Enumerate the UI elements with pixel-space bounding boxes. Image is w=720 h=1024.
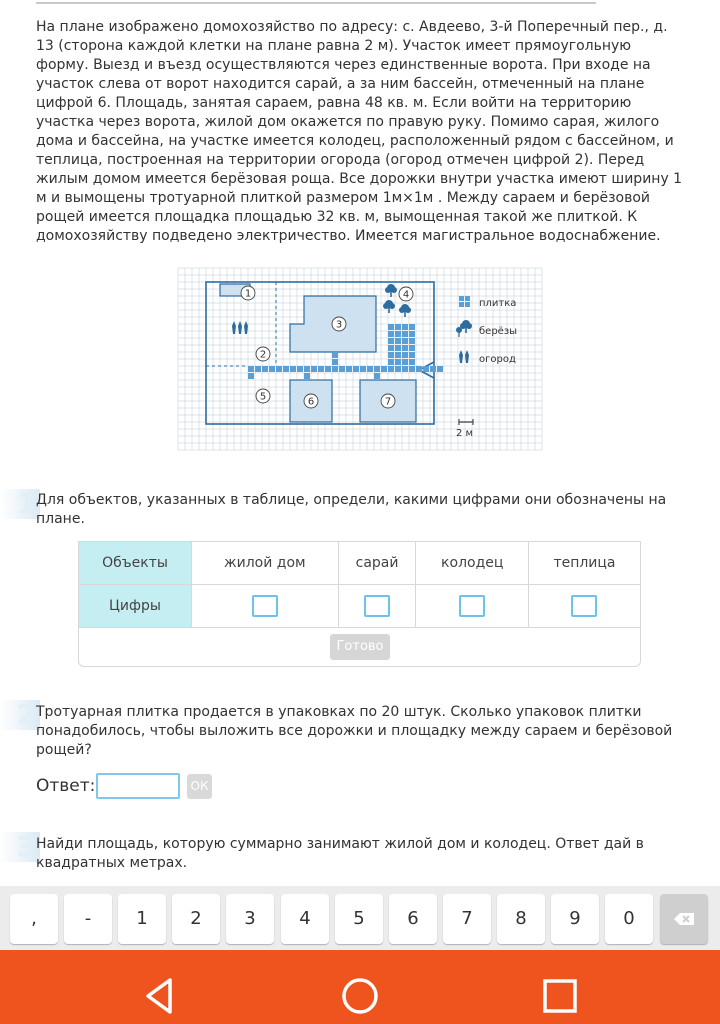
tile: [353, 366, 359, 372]
system-navigation-bar: [0, 950, 720, 1024]
tile: [395, 359, 401, 365]
problem-text: На плане изображено домохозяйство по адресу: с. Авдеево, 3-й Поперечный пер., д. 13 (сторона каждой клетки на плане равна 2 м). Участок имеет прямоугольную форму. Выезд и въезд осуществляются через единственные ворота. При входе на участок слева от ворот находится сарай, а за ним бассейн, отмеченный на плане цифрой 6. Площадь, занятая сараем, равна 48 кв. м. Если войти на территорию участка через ворота, жилой дом окажется по правую руку. Помимо сарая, жилого дома и бассейна, на участке имеется колодец, расположенный рядом с бассейном, и теплица, построенная на территории огорода (огород отмечен цифрой 2). Перед жилым домом имеется берёзовая роща. Все дорожки внутри участка имеют ширину 1 м и вымощены тротуарной плиткой размером 1м×1м . Между сараем и берёзовой рощей имеется площадка площадью 32 кв. м, вымощенная такой же плиткой. К домохозяйству подведено электричество. Имеется магистральное водоснабжение.: [36, 19, 683, 244]
tile: [346, 366, 352, 372]
plan-number-7: [381, 394, 395, 408]
tile: [283, 366, 289, 372]
answer-box-greenhouse[interactable]: [571, 595, 597, 617]
plan-number-3: [332, 317, 346, 331]
tile: [409, 352, 415, 358]
tile: [395, 338, 401, 344]
ready-button[interactable]: Готово: [330, 634, 390, 660]
recent-apps-icon[interactable]: [540, 976, 580, 1016]
svg-text:5: 5: [259, 391, 267, 403]
plan-number-1: [241, 286, 255, 300]
tile: [402, 366, 408, 372]
tile: [437, 366, 443, 372]
key-2[interactable]: 2: [172, 894, 220, 944]
tile: [339, 366, 345, 372]
tile: [297, 366, 303, 372]
table-header-objects: Объекты: [79, 542, 192, 585]
tile: [409, 359, 415, 365]
tile: [395, 352, 401, 358]
plan-number-4: [399, 287, 413, 301]
tile: [395, 331, 401, 337]
tile: [409, 366, 415, 372]
tile: [262, 366, 268, 372]
tile: [402, 345, 408, 351]
table-col-shed: сарай: [338, 542, 416, 585]
tile: [388, 331, 394, 337]
svg-text:6: 6: [307, 396, 315, 408]
tile: [269, 366, 275, 372]
tile: [388, 338, 394, 344]
task3-question: Найди площадь, которую суммарно занимают жилой дом и колодец. Ответ дай в квадратных метрах.: [36, 836, 644, 871]
task1-question: Для объектов, указанных в таблице, определи, какими цифрами они обозначены на плане.: [36, 492, 667, 527]
tile: [381, 366, 387, 372]
tile: [332, 359, 338, 365]
tile: [430, 366, 436, 372]
table-col-greenhouse: теплица: [528, 542, 640, 585]
tile: [402, 359, 408, 365]
tile: [290, 366, 296, 372]
answer-input[interactable]: [96, 773, 180, 799]
key-5[interactable]: 5: [335, 894, 383, 944]
tile: [409, 338, 415, 344]
objects-table: [78, 541, 641, 628]
tile: [409, 345, 415, 351]
key-4[interactable]: 4: [281, 894, 329, 944]
tile: [325, 366, 331, 372]
key-8[interactable]: 8: [497, 894, 545, 944]
answer-box-shed[interactable]: [364, 595, 390, 617]
plan-number-6: [304, 394, 318, 408]
tile: [388, 366, 394, 372]
previous-text-cutoff: [36, 0, 596, 6]
tile: [388, 345, 394, 351]
task-number-2: 2: [0, 700, 40, 730]
tile: [255, 366, 261, 372]
tile: [388, 352, 394, 358]
plan-number-5: [256, 389, 270, 403]
tile: [402, 324, 408, 330]
backspace-icon: [660, 894, 708, 944]
tile: [360, 366, 366, 372]
tile: [402, 331, 408, 337]
tile: [423, 366, 429, 372]
numeric-keyboard: [0, 886, 720, 950]
tile: [388, 324, 394, 330]
scale-label: 2 м: [456, 428, 474, 439]
plan-garden-plants: [232, 321, 248, 334]
legend-birch-icon: [456, 320, 472, 337]
table-header-digits: Цифры: [79, 585, 192, 628]
table-col-house: жилой дом: [192, 542, 339, 585]
tile: [402, 338, 408, 344]
svg-text:2: 2: [259, 349, 267, 361]
answer-box-house[interactable]: [252, 595, 278, 617]
tile: [318, 366, 324, 372]
site-plan: [176, 266, 544, 452]
back-icon[interactable]: [140, 976, 180, 1016]
task-number-1: 1: [0, 489, 40, 519]
ok-button[interactable]: ОК: [187, 774, 212, 799]
tile: [409, 324, 415, 330]
plan-number-2: [256, 347, 270, 361]
task2-question: Тротуарная плитка продается в упаковках по 20 штук. Сколько упаковок плитки понадобилось, чтобы выложить все дорожки и площадку между сараем и берёзовой рощей?: [36, 704, 673, 758]
tile: [374, 373, 380, 379]
key-1[interactable]: 1: [118, 894, 166, 944]
svg-text:4: 4: [402, 289, 410, 301]
tile: [304, 373, 310, 379]
tile: [276, 366, 282, 372]
tile: [304, 366, 310, 372]
key-6[interactable]: 6: [389, 894, 437, 944]
tile: [332, 366, 338, 372]
home-icon[interactable]: [340, 976, 380, 1016]
key-7[interactable]: 7: [443, 894, 491, 944]
tile: [374, 366, 380, 372]
tile: [388, 359, 394, 365]
key-comma[interactable]: ,: [10, 894, 58, 944]
key-0[interactable]: 0: [605, 894, 653, 944]
legend-tile-label: плитка: [479, 298, 517, 309]
tile: [248, 373, 254, 379]
key-9[interactable]: 9: [551, 894, 599, 944]
svg-text:3: 3: [335, 319, 343, 331]
answer-box-well[interactable]: [459, 595, 485, 617]
tile: [311, 366, 317, 372]
answer-label: Ответ:: [36, 776, 96, 796]
legend-birches-label: берёзы: [479, 326, 518, 337]
key-3[interactable]: 3: [226, 894, 274, 944]
tile: [409, 331, 415, 337]
task-number-3: 3: [0, 832, 40, 862]
tile: [332, 352, 338, 358]
tile: [395, 324, 401, 330]
svg-text:1: 1: [244, 288, 252, 300]
legend-garden-label: огород: [479, 354, 516, 365]
tile: [367, 366, 373, 372]
tile: [395, 345, 401, 351]
tile: [395, 366, 401, 372]
tile: [416, 366, 422, 372]
table-col-well: колодец: [416, 542, 528, 585]
svg-text:7: 7: [384, 396, 392, 408]
tile: [248, 366, 254, 372]
tile: [402, 352, 408, 358]
backspace-key[interactable]: [660, 894, 708, 944]
key-minus[interactable]: -: [64, 894, 112, 944]
